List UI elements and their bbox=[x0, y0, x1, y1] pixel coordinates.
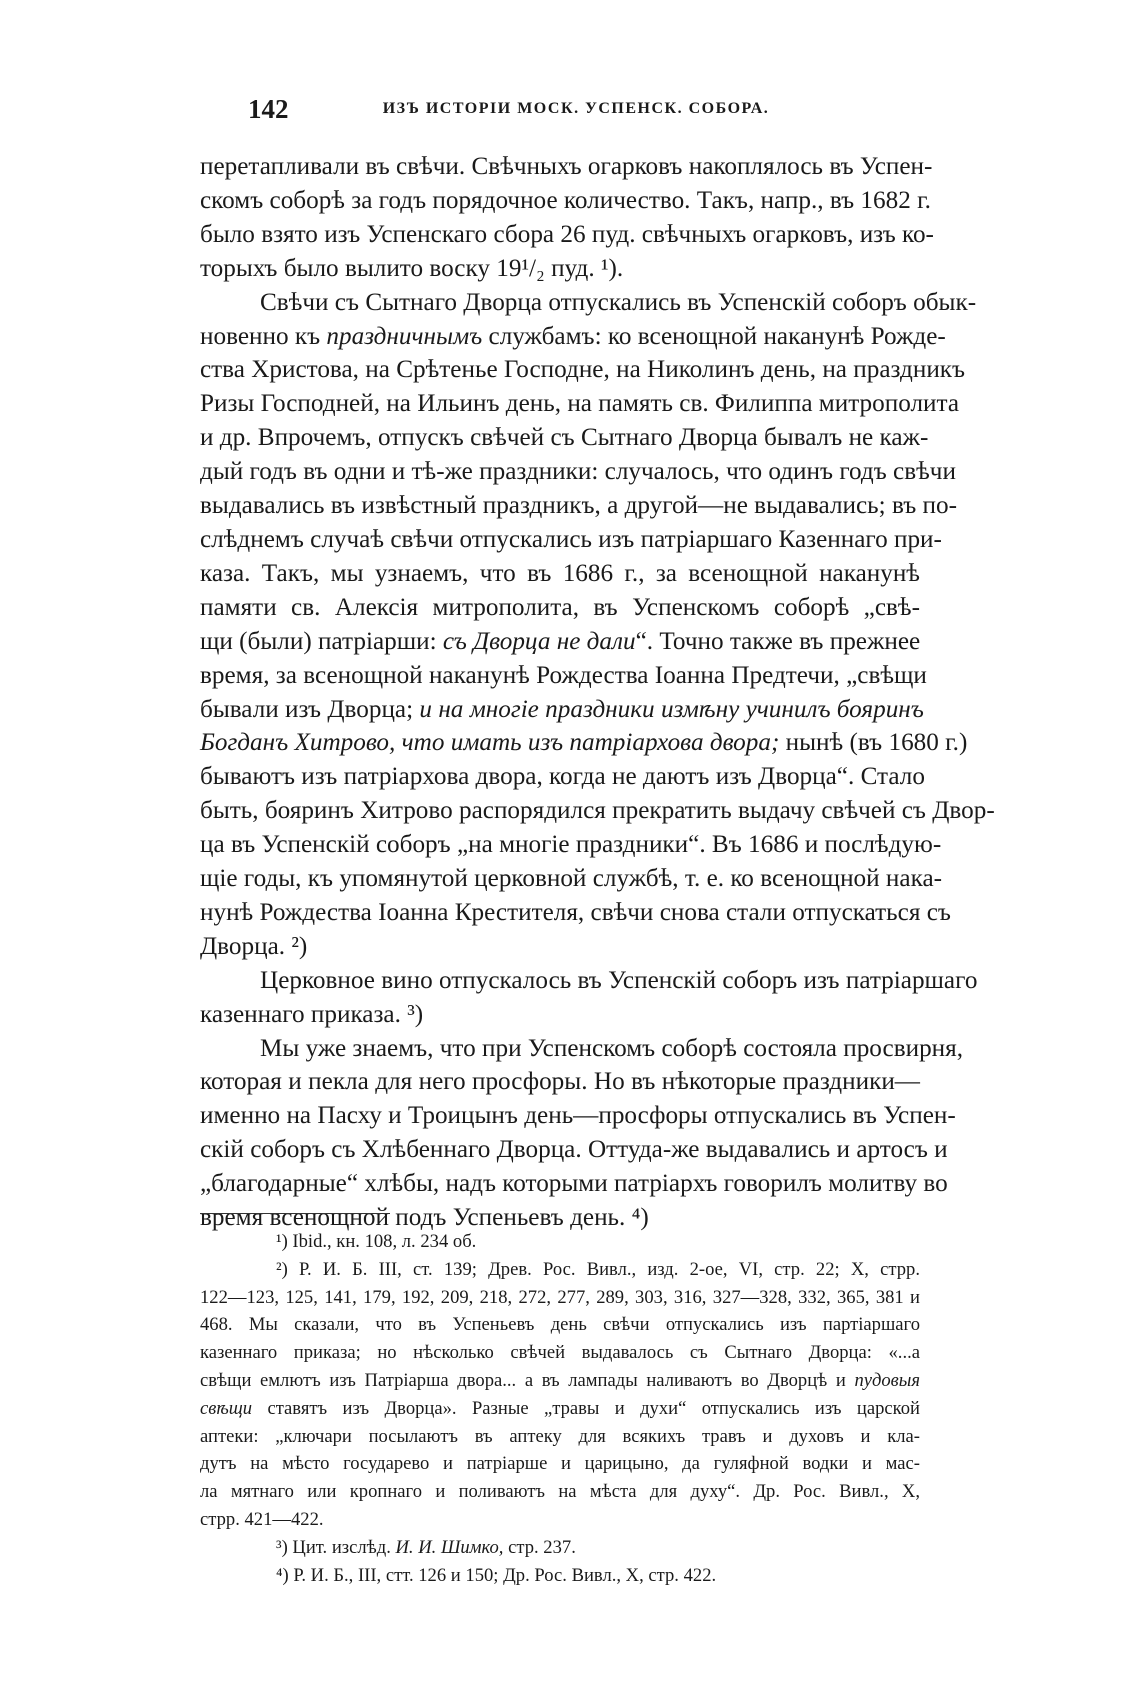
text-line: именно на Пасху и Троицынъ день—просфоры отпускались въ Успен- bbox=[200, 1102, 956, 1130]
footnote-2-line: ла мятнаго или кропнаго и поливаютъ на мѣста для духу“. Др. Рос. Вивл., X, bbox=[200, 1481, 920, 1503]
text-line: новенно къ праздничнымъ службамъ: ко всенощной наканунѣ Рожде- bbox=[200, 322, 946, 350]
text-line: щи (были) патріарши: съ Дворца не дали“. Точно также въ прежнее bbox=[200, 627, 921, 655]
italic-text: пудовыя bbox=[854, 1369, 920, 1391]
text-line: было взято изъ Успенскаго сбора 26 пуд. свѣчныхъ огарковъ, изъ ко- bbox=[200, 220, 934, 248]
footnote-divider bbox=[200, 1213, 390, 1214]
text-line: каза. Такъ, мы узнаемъ, что въ 1686 г., за всенощной наканунѣ bbox=[200, 559, 920, 587]
footnote-2-line: стрр. 421—422. bbox=[200, 1508, 324, 1530]
text-line: Ризы Господней, на Ильинъ день, на память св. Филиппа митрополита bbox=[200, 390, 959, 418]
text-line: быть, бояринъ Хитрово распорядился прекратить выдачу свѣчей съ Двор- bbox=[200, 797, 995, 825]
text-line: скій соборъ съ Хлѣбеннаго Дворца. Оттуда-же выдавались и артосъ и bbox=[200, 1136, 948, 1164]
text-line: торыхъ было вылито воску 19¹/₂ пуд. ¹). bbox=[200, 254, 624, 282]
footnote-3: ³) Цит. изслѣд. И. И. Шимко, стр. 237. bbox=[276, 1536, 576, 1558]
text-line: Свѣчи съ Сытнаго Дворца отпускались въ Успенскій соборъ обык- bbox=[260, 288, 977, 316]
footnotes bbox=[200, 1228, 920, 1589]
text-line: слѣднемъ случаѣ свѣчи отпускались изъ патріаршаго Казеннаго при- bbox=[200, 525, 942, 553]
text-line: выдавались въ извѣстный праздникъ, а другой—не выдавались; въ по- bbox=[200, 492, 958, 520]
footnote-2-line: свѣщи емлютъ изъ Патріарша двора... а въ лампады наливаютъ во Дворцѣ и пудовыя bbox=[200, 1369, 920, 1391]
text-line: которая и пекла для него просфоры. Но въ нѣкоторые праздники— bbox=[200, 1068, 920, 1096]
text-line: дый годъ въ одни и тѣ-же праздники: случалось, что одинъ годъ свѣчи bbox=[200, 458, 956, 486]
footnote-1: ¹) Ibid., кн. 108, л. 234 об. bbox=[276, 1231, 477, 1252]
text-line: бывали изъ Дворца; и на многіе праздники измѣну учинилъ бояринъ bbox=[200, 695, 924, 723]
italic-text: Богданъ Хитрово, что имать изъ патріархова двора; bbox=[200, 729, 780, 757]
paragraph-4 bbox=[200, 1032, 964, 1235]
text-line: ца въ Успенскій соборъ „на многіе праздники“. Въ 1686 и послѣдую- bbox=[200, 831, 942, 859]
text-line: бываютъ изъ патріархова двора, когда не даютъ изъ Дворца“. Стало bbox=[200, 763, 925, 791]
footnote-2-line: 468. Мы сказали, что въ Успеньевъ день свѣчи отпускались изъ партіаршаго bbox=[200, 1314, 920, 1336]
footnote-2-line: ²) Р. И. Б. III, ст. 139; Древ. Рос. Вивл., изд. 2-ое, VI, стр. 22; X, стрр. bbox=[276, 1258, 920, 1280]
running-title: ИЗЪ ИСТОРІИ МОСК. УСПЕНСК. СОБОРА. bbox=[382, 100, 770, 117]
page-header bbox=[248, 92, 904, 126]
italic-text: праздничнымъ bbox=[326, 322, 483, 350]
text-line: „благодарные“ хлѣбы, надъ которыми патріархъ говорилъ молитву во bbox=[200, 1170, 948, 1198]
italic-text: съ Дворца не дали bbox=[442, 627, 636, 655]
italic-text: И. И. Шимко, bbox=[395, 1536, 504, 1558]
text-line: время всенощной подъ Успеньевъ день. ⁴) bbox=[200, 1204, 649, 1232]
text-line: памяти св. Алексія митрополита, въ Успенскомъ соборѣ „свѣ- bbox=[200, 593, 920, 621]
text-line: нунѣ Рождества Іоанна Крестителя, свѣчи снова стали отпускаться съ bbox=[200, 898, 951, 926]
footnote-2-line: казеннаго приказа; но нѣсколько свѣчей выдавалось съ Сытнаго Дворца: «...а bbox=[200, 1342, 920, 1364]
paragraph-2 bbox=[200, 286, 995, 964]
text-line: Церковное вино отпускалось въ Успенскій соборъ изъ патріаршаго bbox=[260, 966, 978, 994]
paragraph-1 bbox=[200, 150, 934, 286]
italic-text: свѣщи bbox=[200, 1397, 253, 1419]
text-line: Богданъ Хитрово, что имать изъ патріархова двора; нынѣ (въ 1680 г.) bbox=[200, 729, 968, 757]
footnote-2-line: аптеки: „ключари посылаютъ въ аптеку для всякихъ травъ и духовъ и кла- bbox=[200, 1425, 920, 1447]
italic-text: и на многіе праздники измѣну учинилъ бояринъ bbox=[419, 695, 924, 723]
footnote-4: ⁴) Р. И. Б., III, стт. 126 и 150; Др. Рос. Вивл., X, стр. 422. bbox=[276, 1564, 717, 1586]
text-line: щіе годы, къ упомянутой церковной службѣ, т. е. ко всенощной нака- bbox=[200, 865, 943, 893]
text-line: и др. Впрочемъ, отпускъ свѣчей съ Сытнаго Дворца бывалъ не каж- bbox=[200, 424, 929, 452]
footnote-2-line: 122—123, 125, 141, 179, 192, 209, 218, 272, 277, 289, 303, 316, 327—328, 332, 365, 381 и bbox=[200, 1286, 920, 1308]
text-line: казеннаго приказа. ³) bbox=[200, 1000, 424, 1028]
text-line: Мы уже знаемъ, что при Успенскомъ соборѣ состояла просвирня, bbox=[260, 1034, 964, 1062]
text-line: перетапливали въ свѣчи. Свѣчныхъ огарковъ накоплялось въ Успен- bbox=[200, 153, 933, 180]
paragraph-3 bbox=[200, 964, 978, 1032]
text-line: время, за всенощной наканунѣ Рождества Іоанна Предтечи, „свѣщи bbox=[200, 661, 927, 689]
page-number: 142 bbox=[248, 94, 289, 124]
footnote-2-line: свѣщи ставятъ изъ Дворца». Разные „травы и духи“ отпускались изъ царской bbox=[200, 1397, 920, 1419]
text-line: Дворца. ²) bbox=[200, 932, 308, 960]
body-text bbox=[200, 150, 995, 1235]
footnote-2-line: дутъ на мѣсто государево и патріарше и царицыно, да гуляфной водки и мас- bbox=[200, 1453, 920, 1475]
text-line: ства Христова, на Срѣтенье Господне, на Николинъ день, на праздникъ bbox=[200, 356, 966, 384]
text-line: скомъ соборѣ за годъ порядочное количество. Такъ, напр., въ 1682 г. bbox=[200, 186, 931, 214]
